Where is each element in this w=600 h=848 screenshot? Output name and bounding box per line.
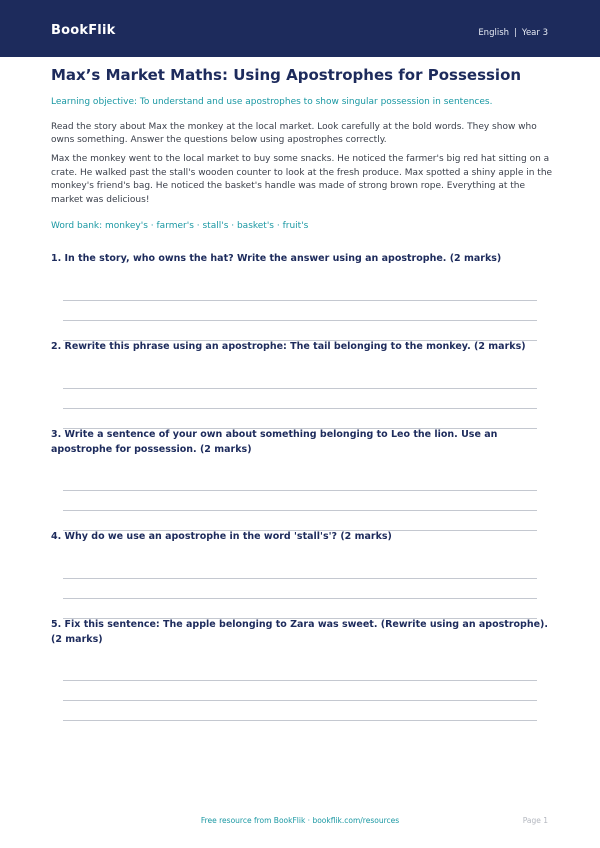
answer-line[interactable] [63, 680, 537, 681]
question-4: 4. Why do we use an apostrophe in the word 'stall's'? (2 marks) [51, 531, 392, 542]
story-paragraph: Max the monkey went to the local market to buy some snacks. He noticed the farmer's big red hat sitting on a crate. He walked past the stall's wooden counter to look at the fresh produce. Max spotted a shiny apple in the monkey's friend's bag. He noticed the basket's handle was made of strong brown rope. Everything at the market was delicious! [51, 154, 553, 205]
question-2: 2. Rewrite this phrase using an apostrophe: The tail belonging to the monkey. (2 marks) [51, 341, 526, 352]
answer-line[interactable] [63, 300, 537, 301]
answer-line[interactable] [63, 490, 537, 491]
answer-line[interactable] [63, 408, 537, 409]
question-3: 3. Write a sentence of your own about something belonging to Leo the lion. Use an apostrophe for possession. (2 marks) [51, 429, 498, 455]
intro-paragraph: Read the story about Max the monkey at the local market. Look carefully at the bold words. They show who owns something. Answer the questions below using apostrophes correctly. [51, 122, 537, 146]
page-number: Page 1 [522, 816, 548, 825]
answer-line[interactable] [63, 320, 537, 321]
answer-line[interactable] [63, 720, 537, 721]
question-5: 5. Fix this sentence: The apple belonging to Zara was sweet. (Rewrite using an apostrophe). (2 marks) [51, 619, 548, 645]
answer-line[interactable] [63, 578, 537, 579]
header-meta [478, 28, 548, 38]
page-header [0, 0, 600, 57]
learning-objective: Learning objective: To understand and use apostrophes to show singular possession in sentences. [51, 97, 493, 107]
brand-logo-text[interactable]: BookFlik [51, 23, 116, 38]
word-bank: Word bank: monkey's · farmer's · stall's · basket's · fruit's [51, 221, 309, 231]
answer-line[interactable] [63, 388, 537, 389]
page-footer[interactable]: Free resource from BookFlik · bookflik.com/resources [200, 816, 400, 825]
year-label: Year 3 [521, 28, 548, 38]
worksheet-title: Max’s Market Maths: Using Apostrophes for Possession [51, 66, 522, 84]
answer-line[interactable] [63, 700, 537, 701]
answer-line[interactable] [63, 598, 537, 599]
answer-line[interactable] [63, 510, 537, 511]
question-1: 1. In the story, who owns the hat? Write the answer using an apostrophe. (2 marks) [51, 253, 502, 264]
meta-separator: | [514, 28, 517, 38]
subject-label: English [478, 28, 510, 38]
